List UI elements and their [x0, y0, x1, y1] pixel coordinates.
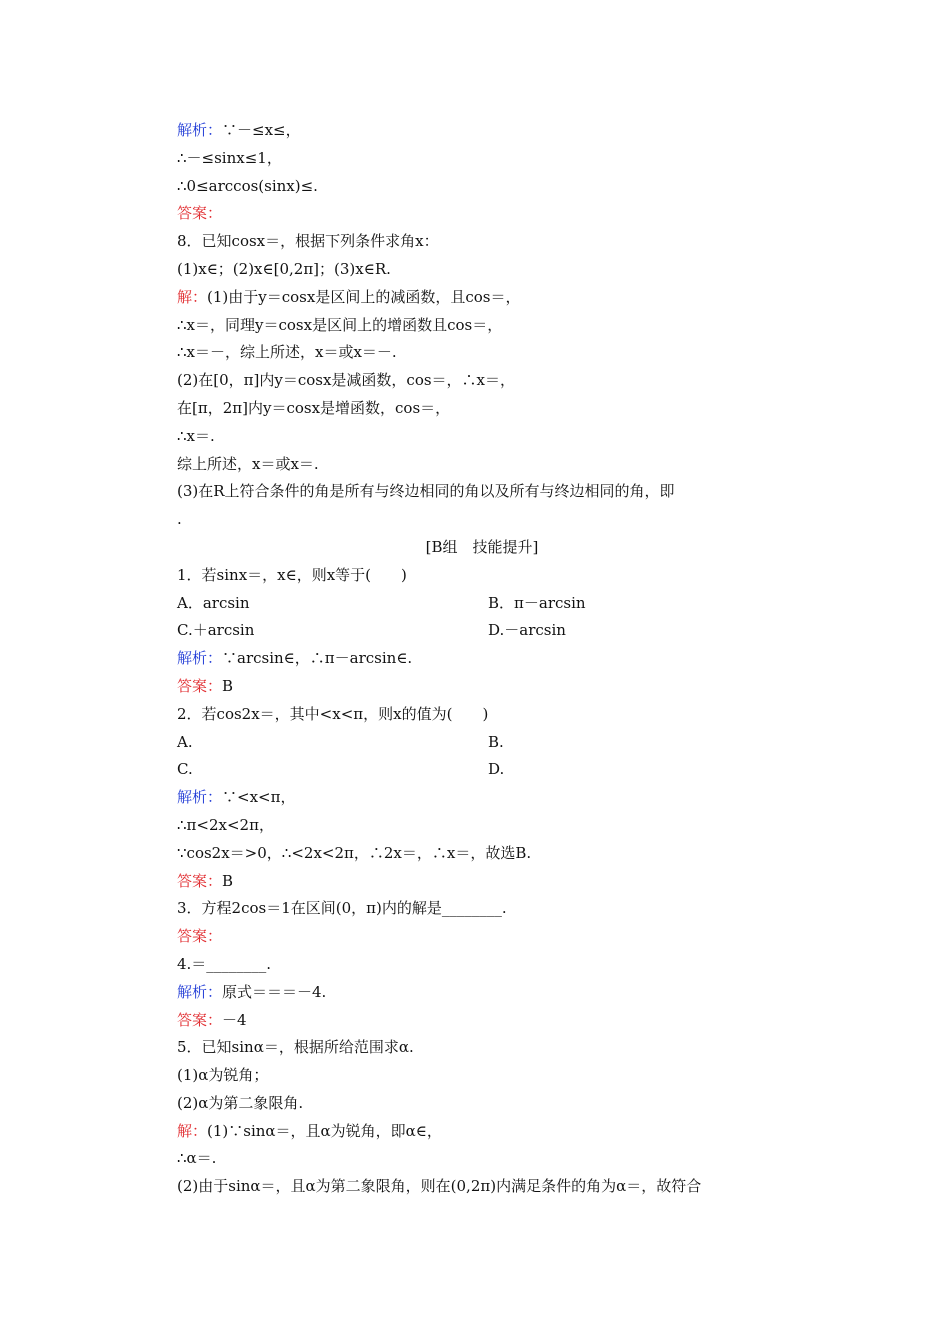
option-b: B．π－arcsin: [488, 593, 586, 612]
answer-value: B: [222, 676, 234, 695]
analysis-label: 解析：: [177, 982, 223, 1001]
document-body: [177, 117, 817, 1201]
line: [177, 256, 817, 284]
line-text: ∴x＝.: [177, 426, 215, 445]
option-d: D.－arcsin: [488, 621, 566, 640]
line: [177, 1062, 817, 1090]
option-c: C.: [177, 760, 193, 779]
line-text: 3．方程2cos＝1在区间(0，π)内的解是________.: [177, 899, 507, 918]
section-heading: [177, 534, 817, 562]
line: [177, 423, 817, 451]
line-text: ∴x＝－，综上所述，x＝或x＝－.: [177, 343, 397, 362]
line-text: 在[π，2π]内y＝cosx是增函数，cos＝，: [177, 398, 451, 417]
analysis-label: 解析：: [177, 121, 223, 139]
answer-label: 答案：: [177, 676, 223, 695]
line: [177, 840, 817, 868]
line-text: (1)x∈；(2)x∈[0,2π]；(3)x∈R.: [177, 259, 391, 278]
line: [177, 506, 817, 534]
line-text: ∴x＝，同理y＝cosx是区间上的增函数且cos＝，: [177, 315, 503, 334]
line: [177, 1173, 817, 1201]
line-text: ∵arcsin∈，∴π－arcsin∈.: [222, 649, 413, 668]
line: [177, 812, 817, 840]
heading-text: [B组 技能提升]: [425, 537, 539, 556]
line: [177, 145, 817, 173]
line-solution: [177, 284, 817, 312]
line-text: 8．已知cosx＝，根据下列条件求角x：: [177, 232, 439, 251]
option-a: A.: [177, 732, 193, 751]
line-text: 原式＝＝＝－4.: [222, 982, 327, 1001]
line-answer: [177, 673, 817, 701]
solution-label: 解：: [177, 1121, 208, 1140]
line-analysis: [177, 979, 817, 1007]
line-text: (2)α为第二象限角.: [177, 1093, 304, 1112]
line-text: ∴0≤arccos(sinx)≤.: [177, 176, 318, 195]
answer-label: 答案：: [177, 1010, 223, 1029]
line-analysis: [177, 784, 817, 812]
line-text: ∵－≤x≤，: [222, 121, 301, 139]
question-2: [177, 701, 817, 729]
options-row: [177, 617, 817, 645]
question-5: [177, 1034, 817, 1062]
line-text: 2．若cos2x＝，其中<x<π，则x的值为( ): [177, 704, 489, 723]
analysis-label: 解析：: [177, 649, 223, 668]
answer-label: 答案：: [177, 871, 223, 890]
line-solution: [177, 1118, 817, 1146]
answer-label: 答案：: [177, 204, 223, 223]
line-text: 综上所述，x＝或x＝.: [177, 454, 319, 473]
line-text: ∴π<2x<2π，: [177, 815, 274, 834]
solution-label: 解：: [177, 287, 208, 306]
line: [177, 367, 817, 395]
line-answer: [177, 923, 817, 951]
question-1: [177, 562, 817, 590]
line: [177, 1090, 817, 1118]
question-4: [177, 951, 817, 979]
line-text: 5．已知sinα＝，根据所给范围求α.: [177, 1038, 414, 1057]
question-3: [177, 895, 817, 923]
option-a: A．arcsin: [177, 593, 250, 612]
options-row: [177, 729, 817, 757]
line: [177, 451, 817, 479]
line: [177, 478, 817, 506]
line-answer: [177, 200, 817, 228]
analysis-label: 解析：: [177, 788, 223, 807]
line-text: (2)在[0，π]内y＝cosx是减函数，cos＝，∴x＝，: [177, 371, 516, 390]
line-text: (3)在R上符合条件的角是所有与终边相同的角以及所有与终边相同的角，即: [177, 482, 675, 501]
answer-value: B: [222, 871, 234, 890]
line-analysis: [177, 117, 817, 145]
option-c: C.＋arcsin: [177, 621, 255, 640]
option-d: D.: [488, 760, 505, 779]
line: [177, 395, 817, 423]
line-text: ∵cos2x＝>0，∴<2x<2π，∴2x＝，∴x＝，故选B.: [177, 843, 532, 862]
line: [177, 1145, 817, 1173]
line-text: ∴α＝.: [177, 1149, 217, 1168]
line-text: (1)由于y＝cosx是区间上的减函数，且cos＝，: [207, 287, 521, 306]
line-text: (2)由于sinα＝，且α为第二象限角，则在(0,2π)内满足条件的角为α＝，故符合: [177, 1177, 702, 1196]
options-row: [177, 756, 817, 784]
line: [177, 312, 817, 340]
line: [177, 339, 817, 367]
line: [177, 173, 817, 201]
line-answer: [177, 868, 817, 896]
line-text: 1．若sinx＝，x∈，则x等于( ): [177, 565, 407, 584]
answer-label: 答案：: [177, 927, 223, 946]
line-text: ∴－≤sinx≤1，: [177, 148, 282, 167]
line-text: ∵<x<π，: [222, 788, 296, 807]
options-row: [177, 590, 817, 618]
line-text: (1)α为锐角；: [177, 1066, 269, 1085]
answer-value: －4: [222, 1010, 247, 1029]
line-analysis: [177, 645, 817, 673]
line-answer: [177, 1007, 817, 1035]
line-text: .: [177, 510, 182, 529]
line-text: (1)∵sinα＝，且α为锐角，即α∈，: [207, 1121, 442, 1140]
question-8: [177, 228, 817, 256]
option-b: B.: [488, 732, 504, 751]
line-text: 4.＝________.: [177, 954, 272, 973]
